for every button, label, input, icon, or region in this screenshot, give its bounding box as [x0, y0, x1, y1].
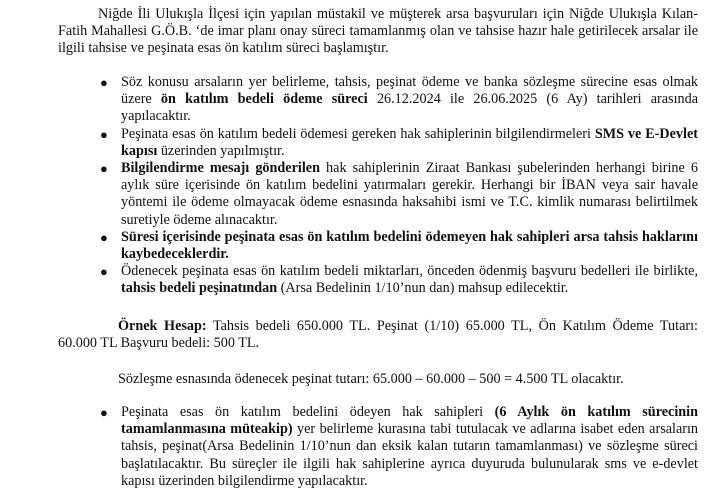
bullet-icon: ● — [100, 405, 108, 420]
list-item: ● Süresi içerisinde peşinata esas ön katılım bedelini ödemeyen hak sahipleri arsa tahsis haklarını kaybedeceklerdir. — [100, 228, 698, 263]
contract-payment-line: Sözleşme esnasında ödenecek peşinat tutarı: 65.000 – 60.000 – 500 = 4.500 TL olacaktır. — [118, 371, 624, 387]
list-item: ● Bilgilendirme mesajı gönderilen hak sahiplerinin Ziraat Bankası şubelerinden herhangi birine 6 aylık süre içerisinde ön katılım bedelini yatırmaları gerekir. Herhangi bir İBAN veya sair havale yöntemi ile ödeme olmayacak ödeme esnasında haksahibi ismi ve T.C. kimlik numarası belirtilmek suretiyle ödeme alınacaktır. — [100, 160, 698, 228]
bullet-icon: ● — [100, 126, 108, 142]
bullet-icon: ● — [100, 264, 108, 280]
bullet-list-1 — [0, 74, 720, 298]
list-item: ● Ödenecek peşinata esas ön katılım bedeli miktarları, önceden ödenmiş başvuru bedelleri ile birlikte, tahsis bedeli peşinatından (Arsa Bedelinin 1/10’nun dan) mahsup edilecektir. — [100, 263, 698, 297]
bullet-list-2 — [0, 404, 720, 490]
bullet-icon: ● — [100, 75, 108, 90]
list-item: ● Peşinata esas ön katılım bedeli ödemesi gereken hak sahiplerinin bilgilendirmeleri SMS ve E-Devlet kapısı üzerinden yapılmıştır. — [100, 125, 698, 159]
intro-paragraph: Niğde İli Ulukışla İlçesi için yapılan müstakil ve müşterek arsa başvuruları için Niğde Ulukışla Kılan-Fatih Mahallesi G.Ö.B. ‘de imar planı onay süreci tamamlanmış olan ve tahsise hazır hale getirilecek arsalar ile ilgili tahsise ve peşinata esas ön katılım süreci başlamıştır. — [58, 6, 698, 57]
list-item: ● Söz konusu arsaların yer belirleme, tahsis, peşinat ödeme ve banka sözleşme sürecine esas olmak üzere ön katılım bedeli ödeme süreci 26.12.2024 ile 26.06.2025 (6 Ay) tarihleri arasında yapılacaktır. — [100, 74, 698, 125]
bullet-icon: ● — [100, 229, 108, 245]
bullet-icon: ● — [100, 161, 108, 177]
list-item: ● Peşinata esas ön katılım bedelini ödeyen hak sahipleri (6 Aylık ön katılım sürecinin tamamlanmasına müteakip) yer belirleme kurasına tabi tutulacak ve adlarına isabet eden arsaların tahsis, peşinat(Arsa Bedelinin 1/10’nun dan eksik kalan tutarın tamamlanması) ve sözleşme süreci başlatılacaktır. Bu süreçler ile ilgili hak sahiplerine ayrıca duyuruda bulunularak sms ve e-devlet kapısı üzerinden bilgilendirme yapılacaktır. — [100, 404, 699, 489]
example-calculation: Örnek Hesap: Tahsis bedeli 650.000 TL. Peşinat (1/10) 65.000 TL, Ön Katılım Ödeme Tutarı: 60.000 TL Başvuru bedeli: 500 TL. — [58, 318, 698, 352]
